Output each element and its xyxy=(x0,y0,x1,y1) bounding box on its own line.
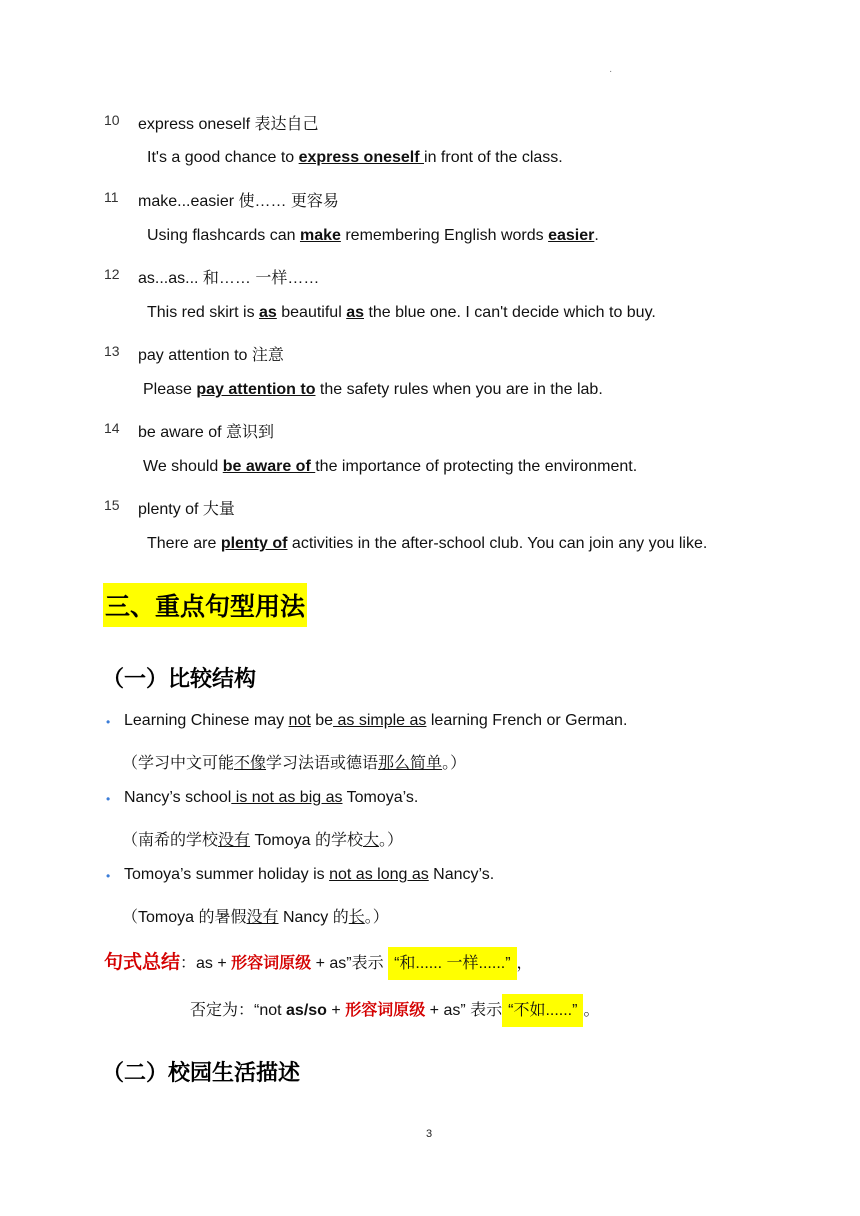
underlined-text: as simple as xyxy=(333,712,427,729)
top-mark: · xyxy=(609,66,613,77)
text: （学习中文可能 xyxy=(122,755,235,772)
text: ， xyxy=(516,955,533,972)
text: 。） xyxy=(378,832,403,849)
underlined-text: not xyxy=(288,712,311,729)
text: ：as + xyxy=(180,955,232,972)
text: （Tomoya 的暑假 xyxy=(122,909,247,926)
text: 。 xyxy=(583,1002,600,1019)
text: Tomoya’s. xyxy=(342,789,419,806)
phrase-number: 14 xyxy=(104,420,120,436)
underlined-text: 大 xyxy=(362,832,379,849)
phrase-example xyxy=(143,381,603,399)
example-text: This red skirt is xyxy=(147,304,260,321)
example-text: It's a good chance to xyxy=(147,149,299,166)
example-key: make xyxy=(299,227,341,244)
text: Nancy’s. xyxy=(428,866,495,883)
bullet-zh xyxy=(122,827,403,850)
phrase-number: 13 xyxy=(104,343,120,359)
example-key: express oneself xyxy=(298,149,425,166)
keyword: 形容词原级 xyxy=(345,1002,426,1019)
phrase-number: 11 xyxy=(104,189,119,205)
phrase-head: make...easier 使…… 更容易 xyxy=(138,193,339,210)
phrase-head: be aware of 意识到 xyxy=(138,424,275,441)
phrase-head: as...as... 和…… 一样…… xyxy=(138,270,320,287)
text: be xyxy=(310,712,334,729)
phrase-example xyxy=(143,458,637,476)
text: learning French or German. xyxy=(426,712,628,729)
text: 。） xyxy=(442,755,467,772)
underlined-text: 那么简单 xyxy=(378,755,443,772)
phrase-example xyxy=(147,535,707,553)
underlined-text: is not as big as xyxy=(231,789,343,806)
example-key: easier xyxy=(548,227,595,244)
example-text: Using flashcards can xyxy=(147,227,300,244)
underlined-text: 没有 xyxy=(246,909,279,926)
text: Tomoya’s summer holiday is xyxy=(124,866,330,883)
text: + as”表示 xyxy=(311,955,389,972)
bullet-zh xyxy=(122,904,389,927)
example-text: beautiful xyxy=(276,304,347,321)
underlined-text: not as long as xyxy=(329,866,429,883)
text: Nancy 的 xyxy=(278,909,349,926)
text: Tomoya 的学校 xyxy=(250,832,363,849)
underlined-text: 长 xyxy=(348,909,365,926)
text: + xyxy=(326,1002,346,1019)
bullet-icon: • xyxy=(106,715,111,729)
text: 学习法语或德语 xyxy=(266,755,379,772)
bullet-icon: • xyxy=(106,869,111,883)
text: Learning Chinese may xyxy=(124,712,289,729)
example-text: the safety rules when you are in the lab. xyxy=(315,381,603,398)
phrase-number: 10 xyxy=(104,112,120,128)
example-text: in front of the class. xyxy=(424,149,563,166)
subsection-title: （二）校园生活描述 xyxy=(102,1061,301,1086)
bullet-en xyxy=(124,712,627,730)
summary-line xyxy=(190,997,599,1020)
keyword: as/so xyxy=(286,1002,327,1019)
summary-label: 句式总结 xyxy=(104,952,181,973)
example-text: the blue one. I can't decide which to buy. xyxy=(364,304,656,321)
example-text: remembering English words xyxy=(340,227,549,244)
text: + as” 表示 xyxy=(425,1002,503,1019)
example-key: be aware of xyxy=(222,458,316,475)
phrase-head: express oneself 表达自己 xyxy=(138,116,319,133)
example-text: We should xyxy=(143,458,223,475)
summary-line xyxy=(104,947,533,974)
section-title: 三、重点句型用法 xyxy=(103,583,307,627)
underlined-text: 没有 xyxy=(218,832,251,849)
bullet-en xyxy=(124,866,494,884)
bullet-zh xyxy=(122,750,466,773)
bullet-en xyxy=(124,789,418,807)
example-text: the importance of protecting the environment. xyxy=(315,458,638,475)
example-key: as xyxy=(346,304,364,321)
phrase-number: 12 xyxy=(104,266,120,282)
keyword: 形容词原级 xyxy=(231,955,312,972)
bullet-icon: • xyxy=(106,792,111,806)
example-key: plenty of xyxy=(220,535,288,552)
phrase-head: plenty of 大量 xyxy=(138,501,235,518)
phrase-example xyxy=(147,227,599,245)
text: 。） xyxy=(364,909,389,926)
phrase-example xyxy=(147,304,656,322)
underlined-text: 不像 xyxy=(234,755,267,772)
phrase-head: pay attention to 注意 xyxy=(138,347,284,364)
text: （南希的学校 xyxy=(122,832,219,849)
example-text: activities in the after-school club. You can join any you like. xyxy=(287,535,708,552)
example-text: . xyxy=(594,227,599,244)
text: 否定为：“not xyxy=(190,1002,287,1019)
phrase-number: 15 xyxy=(104,497,120,513)
highlighted-text: “和...... 一样......” xyxy=(388,947,516,980)
text: Nancy’s school xyxy=(124,789,232,806)
phrase-example xyxy=(147,149,563,167)
example-text: There are xyxy=(147,535,221,552)
subsection-title: （一）比较结构 xyxy=(102,667,257,692)
example-key: as xyxy=(259,304,277,321)
example-text: Please xyxy=(143,381,197,398)
highlighted-text: “不如......” xyxy=(502,994,583,1027)
example-key: pay attention to xyxy=(196,381,316,398)
page-number: 3 xyxy=(426,1128,433,1140)
